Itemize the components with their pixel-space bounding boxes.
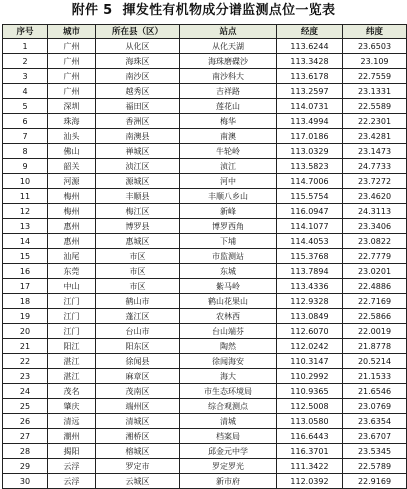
cell-district: 榕城区 — [96, 444, 180, 459]
cell-city: 茂名 — [48, 384, 96, 399]
table-row — [3, 249, 407, 264]
cell-site: 市生态环境局 — [180, 384, 277, 399]
cell-district: 端州区 — [96, 399, 180, 414]
cell-district: 丰顺县 — [96, 189, 180, 204]
cell-latitude: 24.3113 — [343, 204, 407, 219]
cell-site: 梅华 — [180, 114, 277, 129]
cell-longitude: 113.0849 — [277, 309, 343, 324]
cell-site: 河中 — [180, 174, 277, 189]
cell-city: 湛江 — [48, 369, 96, 384]
cell-longitude: 116.3701 — [277, 444, 343, 459]
cell-latitude: 21.6546 — [343, 384, 407, 399]
cell-district: 南沙区 — [96, 69, 180, 84]
cell-district: 香洲区 — [96, 114, 180, 129]
cell-city: 广州 — [48, 54, 96, 69]
table-row — [3, 384, 407, 399]
cell-site: 下埔 — [180, 234, 277, 249]
table-row — [3, 414, 407, 429]
table-row — [3, 339, 407, 354]
cell-district: 鹤山市 — [96, 294, 180, 309]
cell-longitude: 113.4336 — [277, 279, 343, 294]
cell-city: 江门 — [48, 324, 96, 339]
cell-district: 麻章区 — [96, 369, 180, 384]
cell-site: 莲花山 — [180, 99, 277, 114]
cell-index: 28 — [3, 444, 48, 459]
cell-city: 潮州 — [48, 429, 96, 444]
cell-latitude: 22.7169 — [343, 294, 407, 309]
cell-district: 海珠区 — [96, 54, 180, 69]
cell-index: 19 — [3, 309, 48, 324]
cell-district: 从化区 — [96, 39, 180, 54]
cell-site: 鹤山花果山 — [180, 294, 277, 309]
table-row — [3, 309, 407, 324]
cell-district: 徐闻县 — [96, 354, 180, 369]
monitoring-sites-table — [2, 24, 407, 489]
header-row — [3, 25, 407, 39]
cell-index: 2 — [3, 54, 48, 69]
cell-district: 市区 — [96, 279, 180, 294]
cell-city: 阳江 — [48, 339, 96, 354]
cell-district: 湘桥区 — [96, 429, 180, 444]
cell-latitude: 23.6354 — [343, 414, 407, 429]
cell-city: 深圳 — [48, 99, 96, 114]
cell-latitude: 23.6503 — [343, 39, 407, 54]
cell-index: 3 — [3, 69, 48, 84]
cell-site: 台山端芬 — [180, 324, 277, 339]
cell-index: 30 — [3, 474, 48, 489]
header-index: 序号 — [3, 25, 48, 39]
cell-longitude: 112.0392 — [277, 474, 343, 489]
cell-longitude: 114.0731 — [277, 99, 343, 114]
cell-latitude: 23.7272 — [343, 174, 407, 189]
cell-index: 7 — [3, 129, 48, 144]
cell-index: 18 — [3, 294, 48, 309]
cell-latitude: 24.7733 — [343, 159, 407, 174]
cell-longitude: 117.0186 — [277, 129, 343, 144]
cell-district: 福田区 — [96, 99, 180, 114]
cell-longitude: 113.2597 — [277, 84, 343, 99]
header-city: 城市 — [48, 25, 96, 39]
cell-site: 档案局 — [180, 429, 277, 444]
cell-district: 惠城区 — [96, 234, 180, 249]
cell-site: 陶然 — [180, 339, 277, 354]
cell-latitude: 22.9169 — [343, 474, 407, 489]
cell-city: 汕头 — [48, 129, 96, 144]
cell-latitude: 22.7779 — [343, 249, 407, 264]
cell-longitude: 115.3768 — [277, 249, 343, 264]
table-row — [3, 204, 407, 219]
cell-latitude: 22.7559 — [343, 69, 407, 84]
cell-latitude: 23.5345 — [343, 444, 407, 459]
cell-latitude: 22.5589 — [343, 99, 407, 114]
cell-longitude: 112.6070 — [277, 324, 343, 339]
cell-longitude: 113.4994 — [277, 114, 343, 129]
cell-index: 15 — [3, 249, 48, 264]
table-row — [3, 114, 407, 129]
cell-district: 浈江区 — [96, 159, 180, 174]
table-row — [3, 294, 407, 309]
cell-city: 云浮 — [48, 459, 96, 474]
cell-index: 1 — [3, 39, 48, 54]
cell-latitude: 23.6707 — [343, 429, 407, 444]
cell-index: 27 — [3, 429, 48, 444]
cell-longitude: 111.3422 — [277, 459, 343, 474]
cell-site: 市监测站 — [180, 249, 277, 264]
cell-district: 清城区 — [96, 414, 180, 429]
table-row — [3, 369, 407, 384]
cell-index: 20 — [3, 324, 48, 339]
cell-city: 惠州 — [48, 234, 96, 249]
cell-site: 浈江 — [180, 159, 277, 174]
cell-longitude: 113.0329 — [277, 144, 343, 159]
table-row — [3, 39, 407, 54]
cell-latitude: 22.5866 — [343, 309, 407, 324]
cell-latitude: 23.0201 — [343, 264, 407, 279]
cell-site: 农林西 — [180, 309, 277, 324]
cell-longitude: 114.1077 — [277, 219, 343, 234]
cell-city: 梅州 — [48, 204, 96, 219]
cell-site: 综合观测点 — [180, 399, 277, 414]
cell-city: 江门 — [48, 294, 96, 309]
cell-city: 湛江 — [48, 354, 96, 369]
cell-site: 南澳 — [180, 129, 277, 144]
cell-district: 市区 — [96, 264, 180, 279]
cell-city: 梅州 — [48, 189, 96, 204]
cell-site: 从化天湖 — [180, 39, 277, 54]
cell-index: 10 — [3, 174, 48, 189]
cell-index: 8 — [3, 144, 48, 159]
cell-district: 禅城区 — [96, 144, 180, 159]
table-row — [3, 129, 407, 144]
cell-district: 台山市 — [96, 324, 180, 339]
header-longitude: 经度 — [277, 25, 343, 39]
cell-site: 新峰 — [180, 204, 277, 219]
cell-longitude: 114.7006 — [277, 174, 343, 189]
table-row — [3, 69, 407, 84]
cell-index: 6 — [3, 114, 48, 129]
table-row — [3, 444, 407, 459]
cell-site: 新市府 — [180, 474, 277, 489]
cell-district: 罗定市 — [96, 459, 180, 474]
cell-city: 清远 — [48, 414, 96, 429]
cell-index: 5 — [3, 99, 48, 114]
cell-longitude: 113.6244 — [277, 39, 343, 54]
cell-city: 惠州 — [48, 219, 96, 234]
table-row — [3, 144, 407, 159]
cell-longitude: 112.0242 — [277, 339, 343, 354]
cell-district: 源城区 — [96, 174, 180, 189]
table-title: 揮发性有机物成分谱监测点位一览表 — [122, 3, 336, 18]
cell-longitude: 110.2992 — [277, 369, 343, 384]
cell-city: 珠海 — [48, 114, 96, 129]
table-row — [3, 219, 407, 234]
cell-site: 徐闻海安 — [180, 354, 277, 369]
cell-longitude: 113.5823 — [277, 159, 343, 174]
cell-city: 佛山 — [48, 144, 96, 159]
table-row — [3, 474, 407, 489]
table-row — [3, 234, 407, 249]
cell-city: 河源 — [48, 174, 96, 189]
cell-index: 24 — [3, 384, 48, 399]
cell-site: 牛轮岭 — [180, 144, 277, 159]
cell-longitude: 114.4053 — [277, 234, 343, 249]
cell-index: 14 — [3, 234, 48, 249]
table-row — [3, 429, 407, 444]
cell-site: 博罗西角 — [180, 219, 277, 234]
cell-longitude: 113.0580 — [277, 414, 343, 429]
cell-city: 东莞 — [48, 264, 96, 279]
table-row — [3, 84, 407, 99]
cell-longitude: 113.6178 — [277, 69, 343, 84]
cell-district: 茂南区 — [96, 384, 180, 399]
header-district: 所在县（区） — [96, 25, 180, 39]
cell-index: 21 — [3, 339, 48, 354]
cell-city: 中山 — [48, 279, 96, 294]
cell-latitude: 23.3406 — [343, 219, 407, 234]
cell-index: 11 — [3, 189, 48, 204]
cell-index: 4 — [3, 84, 48, 99]
cell-index: 23 — [3, 369, 48, 384]
cell-site: 邱金元中学 — [180, 444, 277, 459]
cell-longitude: 110.9365 — [277, 384, 343, 399]
cell-index: 26 — [3, 414, 48, 429]
cell-latitude: 22.0019 — [343, 324, 407, 339]
cell-latitude: 21.1533 — [343, 369, 407, 384]
cell-city: 广州 — [48, 84, 96, 99]
cell-latitude: 23.1331 — [343, 84, 407, 99]
cell-index: 17 — [3, 279, 48, 294]
cell-longitude: 112.9328 — [277, 294, 343, 309]
cell-site: 南沙科大 — [180, 69, 277, 84]
table-row — [3, 324, 407, 339]
cell-longitude: 110.3147 — [277, 354, 343, 369]
header-site: 站点 — [180, 25, 277, 39]
cell-index: 29 — [3, 459, 48, 474]
cell-site: 东城 — [180, 264, 277, 279]
cell-city: 广州 — [48, 39, 96, 54]
cell-site: 丰顺八乡山 — [180, 189, 277, 204]
table-row — [3, 354, 407, 369]
cell-city: 肇庆 — [48, 399, 96, 414]
cell-index: 9 — [3, 159, 48, 174]
cell-longitude: 116.0947 — [277, 204, 343, 219]
table-row — [3, 189, 407, 204]
cell-city: 江门 — [48, 309, 96, 324]
cell-latitude: 20.5214 — [343, 354, 407, 369]
cell-district: 博罗县 — [96, 219, 180, 234]
cell-city: 汕尾 — [48, 249, 96, 264]
cell-district: 阳东区 — [96, 339, 180, 354]
cell-longitude: 112.5008 — [277, 399, 343, 414]
cell-latitude: 22.4886 — [343, 279, 407, 294]
table-row — [3, 459, 407, 474]
table-row — [3, 99, 407, 114]
cell-city: 韶关 — [48, 159, 96, 174]
cell-district: 南澳县 — [96, 129, 180, 144]
cell-district: 蓬江区 — [96, 309, 180, 324]
cell-district: 市区 — [96, 249, 180, 264]
cell-latitude: 23.0822 — [343, 234, 407, 249]
cell-index: 25 — [3, 399, 48, 414]
table-row — [3, 54, 407, 69]
cell-latitude: 21.8778 — [343, 339, 407, 354]
cell-site: 海珠磨碟沙 — [180, 54, 277, 69]
table-row — [3, 399, 407, 414]
table-row — [3, 174, 407, 189]
cell-district: 梅江区 — [96, 204, 180, 219]
cell-city: 广州 — [48, 69, 96, 84]
cell-latitude: 22.5789 — [343, 459, 407, 474]
cell-site: 紫马岭 — [180, 279, 277, 294]
table-body — [3, 39, 407, 489]
table-row — [3, 279, 407, 294]
cell-longitude: 116.6443 — [277, 429, 343, 444]
cell-site: 罗定罗光 — [180, 459, 277, 474]
cell-longitude: 113.3428 — [277, 54, 343, 69]
cell-site: 吉祥路 — [180, 84, 277, 99]
page-title — [0, 0, 407, 24]
attachment-label: 附件 5 — [71, 3, 113, 18]
cell-latitude: 23.1473 — [343, 144, 407, 159]
cell-site: 清城 — [180, 414, 277, 429]
table-row — [3, 264, 407, 279]
header-latitude: 纬度 — [343, 25, 407, 39]
cell-latitude: 23.4620 — [343, 189, 407, 204]
cell-latitude: 23.109 — [343, 54, 407, 69]
cell-latitude: 23.4281 — [343, 129, 407, 144]
cell-latitude: 23.0769 — [343, 399, 407, 414]
cell-longitude: 115.5754 — [277, 189, 343, 204]
cell-district: 云城区 — [96, 474, 180, 489]
cell-index: 12 — [3, 204, 48, 219]
cell-index: 22 — [3, 354, 48, 369]
cell-district: 越秀区 — [96, 84, 180, 99]
cell-index: 16 — [3, 264, 48, 279]
cell-latitude: 22.2301 — [343, 114, 407, 129]
cell-city: 云浮 — [48, 474, 96, 489]
table-row — [3, 159, 407, 174]
cell-site: 海大 — [180, 369, 277, 384]
cell-city: 揭阳 — [48, 444, 96, 459]
cell-index: 13 — [3, 219, 48, 234]
cell-longitude: 113.7894 — [277, 264, 343, 279]
